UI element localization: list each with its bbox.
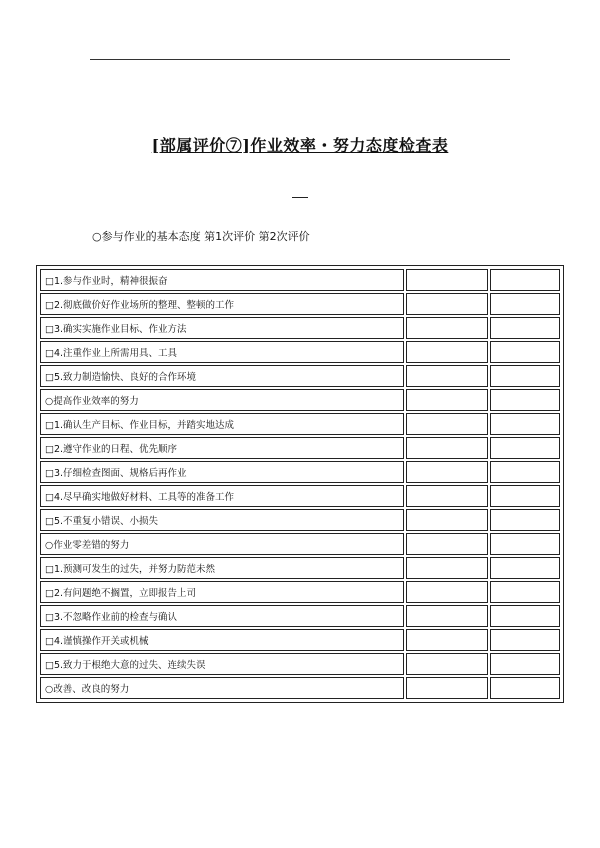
first-evaluation-cell[interactable]	[406, 677, 488, 699]
first-evaluation-cell[interactable]	[406, 629, 488, 651]
first-evaluation-cell[interactable]	[406, 389, 488, 411]
checklist-item-label: □3.不忽略作业前的检查与确认	[40, 605, 404, 627]
second-evaluation-cell[interactable]	[490, 365, 560, 387]
first-evaluation-cell[interactable]	[406, 293, 488, 315]
table-row	[40, 461, 560, 483]
table-row	[40, 341, 560, 363]
second-evaluation-cell[interactable]	[490, 581, 560, 603]
second-evaluation-cell[interactable]	[490, 557, 560, 579]
second-evaluation-cell[interactable]	[490, 341, 560, 363]
first-evaluation-cell[interactable]	[406, 461, 488, 483]
table-row	[40, 485, 560, 507]
checklist-item-label: □1.预测可发生的过失，并努力防范未然	[40, 557, 404, 579]
first-evaluation-cell[interactable]	[406, 365, 488, 387]
table-row	[40, 293, 560, 315]
first-evaluation-cell[interactable]	[406, 581, 488, 603]
second-evaluation-cell[interactable]	[490, 605, 560, 627]
checklist-item-label: □2.彻底做价好作业场所的整理、整顿的工作	[40, 293, 404, 315]
second-evaluation-cell[interactable]	[490, 485, 560, 507]
checklist-item-label: ○提高作业效率的努力	[40, 389, 404, 411]
first-evaluation-cell[interactable]	[406, 341, 488, 363]
second-evaluation-cell[interactable]	[490, 509, 560, 531]
table-row	[40, 269, 560, 291]
checklist-item-label: □1.确认生产目标、作业目标，并踏实地达成	[40, 413, 404, 435]
second-evaluation-cell[interactable]	[490, 269, 560, 291]
second-evaluation-cell[interactable]	[490, 653, 560, 675]
table-row	[40, 509, 560, 531]
title-dash	[292, 197, 308, 198]
second-evaluation-cell[interactable]	[490, 461, 560, 483]
checklist-item-label: □2.遵守作业的日程、优先顺序	[40, 437, 404, 459]
top-divider	[90, 59, 510, 60]
table-row	[40, 677, 560, 699]
checklist-item-label: ○改善、改良的努力	[40, 677, 404, 699]
checklist-item-label: □4.尽早确实地做好材料、工具等的准备工作	[40, 485, 404, 507]
first-evaluation-cell[interactable]	[406, 317, 488, 339]
checklist-item-label: □2.有问题绝不搁置，立即报告上司	[40, 581, 404, 603]
table-row	[40, 557, 560, 579]
second-evaluation-cell[interactable]	[490, 437, 560, 459]
first-evaluation-cell[interactable]	[406, 605, 488, 627]
table-row	[40, 317, 560, 339]
table-row	[40, 413, 560, 435]
table-row	[40, 533, 560, 555]
table-row	[40, 389, 560, 411]
table-row	[40, 437, 560, 459]
second-evaluation-cell[interactable]	[490, 677, 560, 699]
table-row	[40, 581, 560, 603]
second-evaluation-cell[interactable]	[490, 629, 560, 651]
checklist-item-label: □3.仔细检查图面、规格后再作业	[40, 461, 404, 483]
checklist-item-label: □4.注重作业上所需用具、工具	[40, 341, 404, 363]
table-row	[40, 653, 560, 675]
checklist-item-label: □5.不重复小错误、小损失	[40, 509, 404, 531]
first-evaluation-cell[interactable]	[406, 653, 488, 675]
second-evaluation-cell[interactable]	[490, 293, 560, 315]
first-evaluation-cell[interactable]	[406, 557, 488, 579]
checklist-item-label: □4.谨慎操作开关或机械	[40, 629, 404, 651]
second-evaluation-cell[interactable]	[490, 533, 560, 555]
page-title: [部属评价⑦]作业效率・努力态度检查表	[151, 136, 449, 155]
first-evaluation-cell[interactable]	[406, 269, 488, 291]
table-row	[40, 629, 560, 651]
table-row	[40, 605, 560, 627]
checklist-item-label: □1.参与作业时，精神很振奋	[40, 269, 404, 291]
second-evaluation-cell[interactable]	[490, 317, 560, 339]
first-evaluation-cell[interactable]	[406, 437, 488, 459]
checklist-item-label: □5.致力于根绝大意的过失、连续失误	[40, 653, 404, 675]
first-evaluation-cell[interactable]	[406, 485, 488, 507]
second-evaluation-cell[interactable]	[490, 413, 560, 435]
checklist-body	[40, 269, 560, 699]
first-evaluation-cell[interactable]	[406, 413, 488, 435]
checklist-table	[36, 265, 564, 703]
checklist-item-label: ○作业零差错的努力	[40, 533, 404, 555]
checklist-item-label: □3.确实实施作业目标、作业方法	[40, 317, 404, 339]
table-row	[40, 365, 560, 387]
checklist-item-label: □5.致力制造愉快、良好的合作环境	[40, 365, 404, 387]
second-evaluation-cell[interactable]	[490, 389, 560, 411]
section-heading: ○参与作业的基本态度 第1次评价 第2次评价	[92, 230, 310, 243]
first-evaluation-cell[interactable]	[406, 533, 488, 555]
first-evaluation-cell[interactable]	[406, 509, 488, 531]
